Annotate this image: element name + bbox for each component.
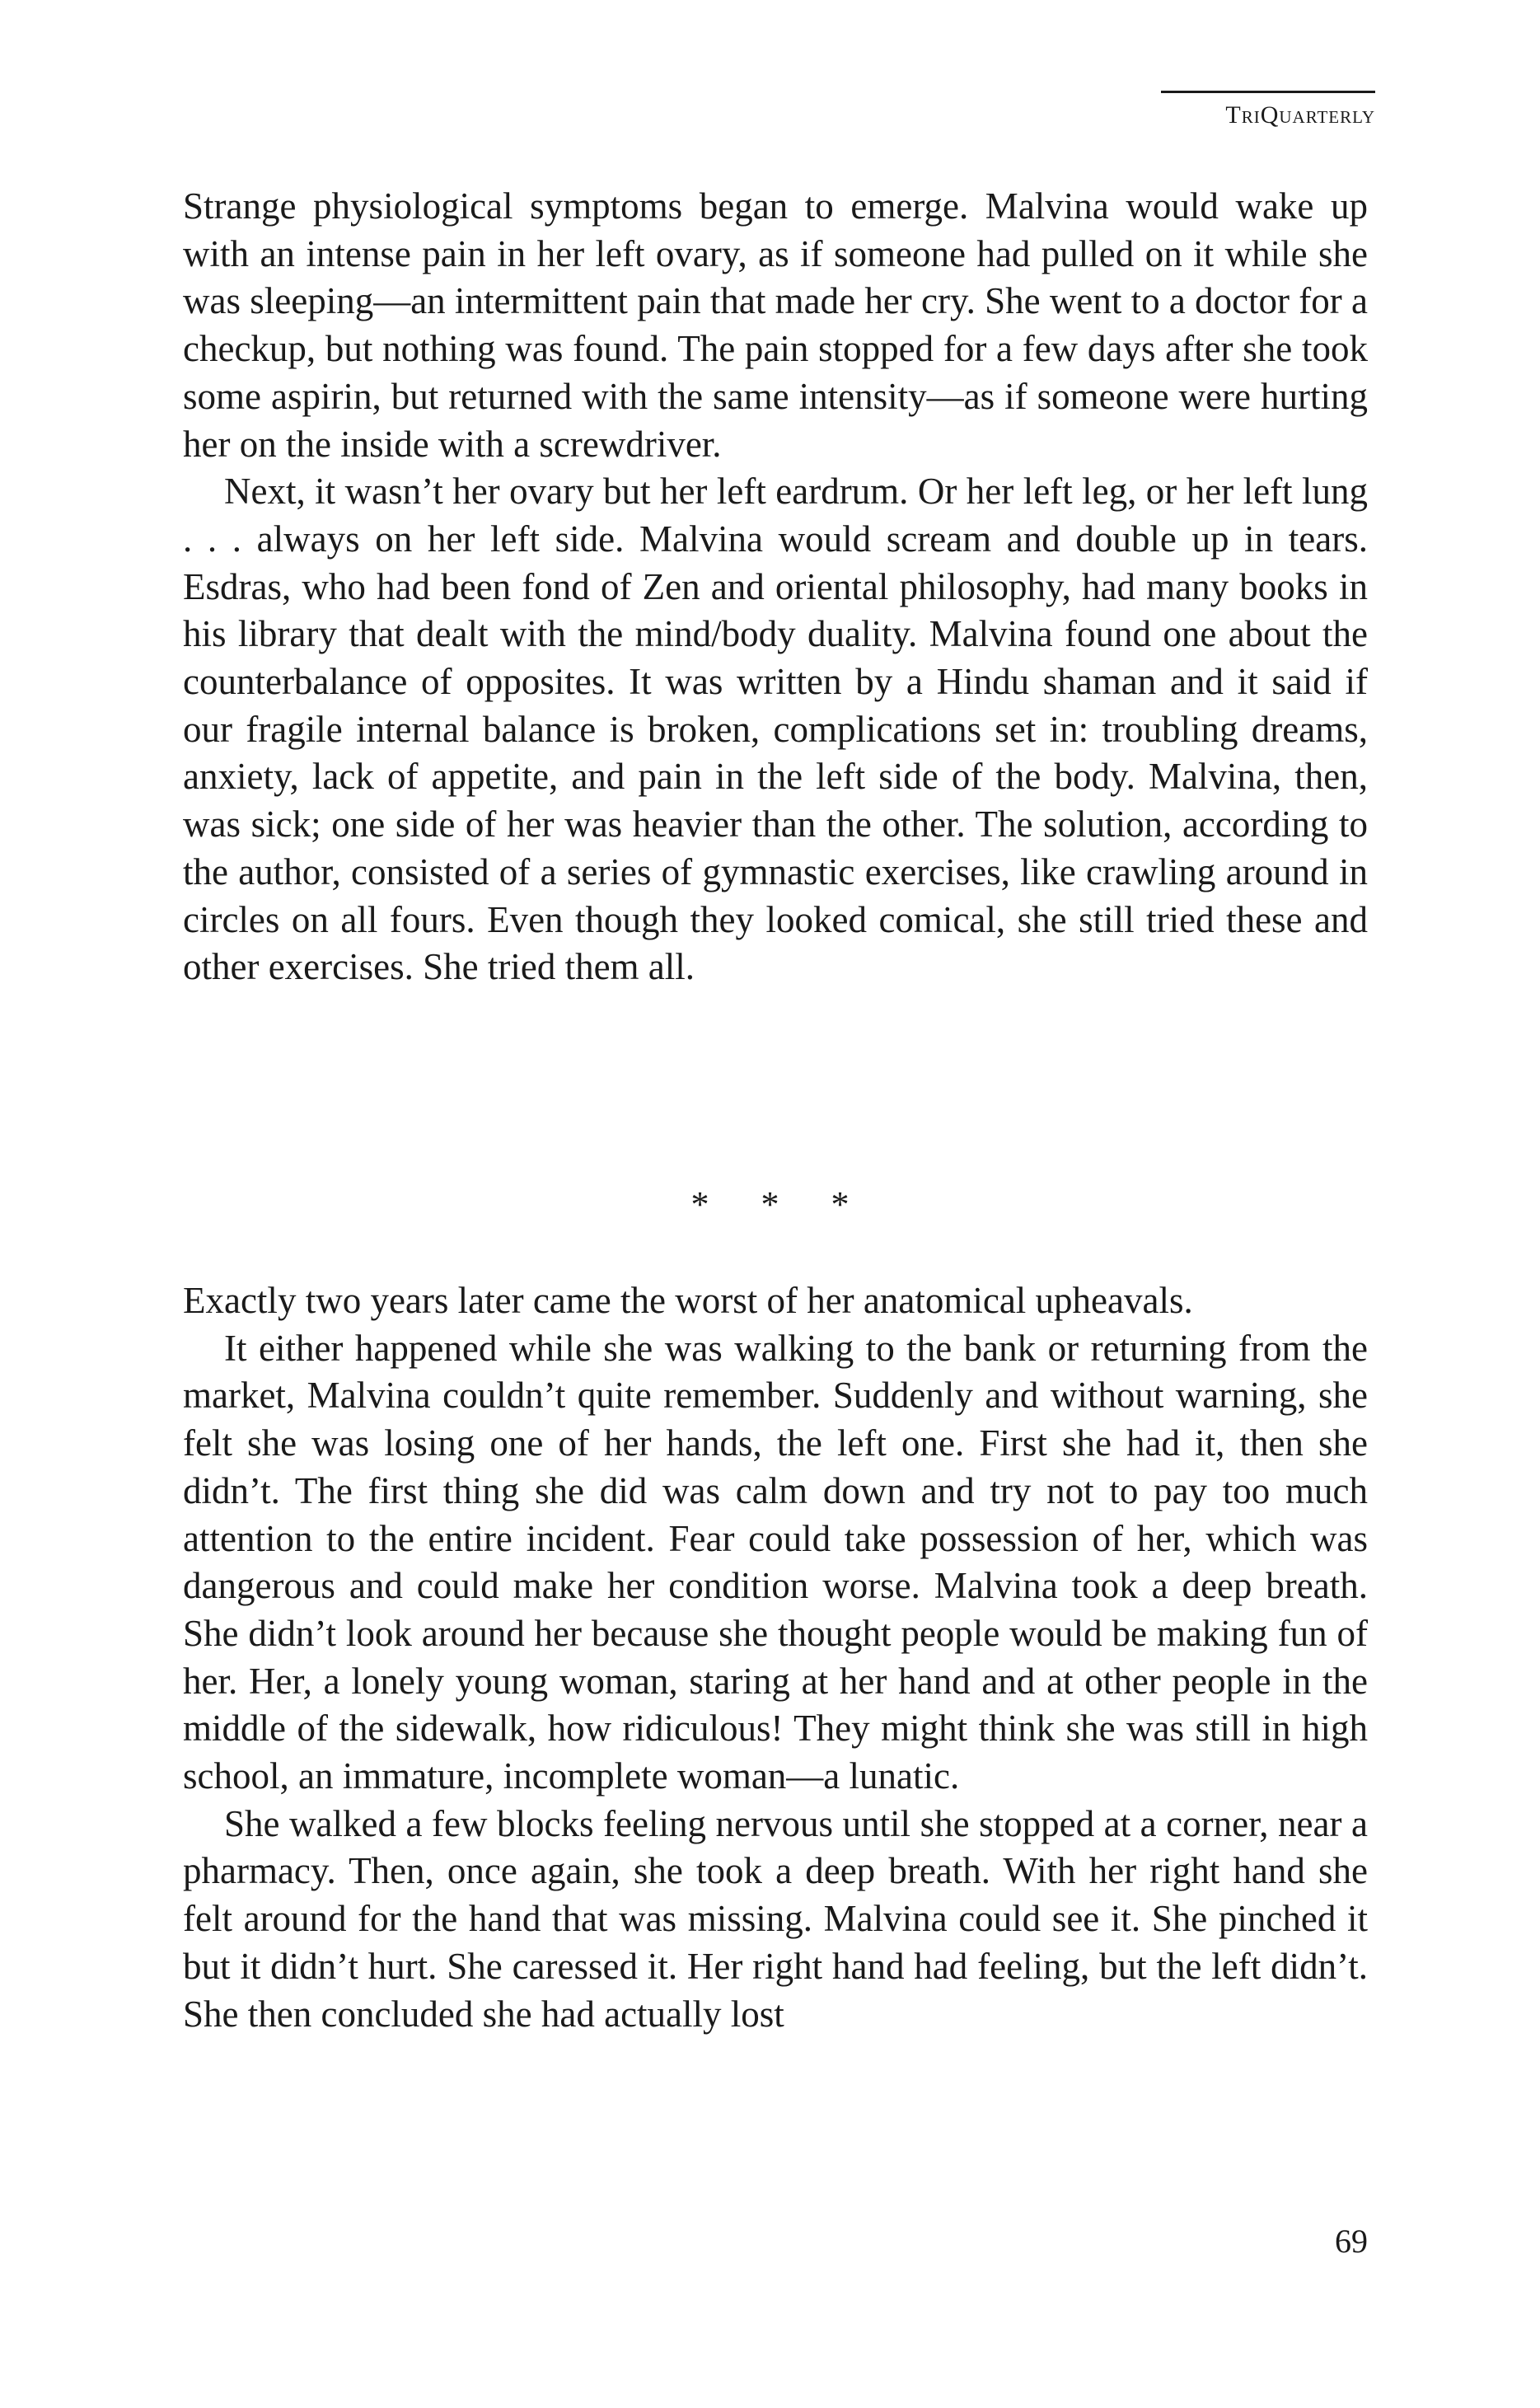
section-1-text (183, 183, 1368, 991)
page-number: 69 (1335, 2223, 1368, 2260)
running-head: TriQuarterly (1161, 91, 1375, 129)
paragraph: She walked a few blocks feeling nervous until she stopped at a corner, near a pharmacy. Then, once again, she took a deep breath. With her right hand she felt around for the hand that was missing. Malvina could see it. She pinched it but it didn’t hurt. She caressed it. Her right hand had feeling, but the left didn’t. She then concluded she had actually lost (183, 1802, 1368, 2035)
paragraph: Exactly two years later came the worst of her anatomical upheavals. (183, 1280, 1193, 1321)
paragraph: Strange physiological symptoms began to emerge. Malvina would wake up with an intense pain in her left ovary, as if someone had pulled on it while she was sleeping—an intermittent pain that made her cry. She went to a doctor for a checkup, but nothing was found. The pain stopped for a few days after she took some aspirin, but returned with the same intensity—as if someone were hurting her on the inside with a screwdriver. (183, 185, 1368, 465)
paragraph: It either happened while she was walking to the bank or returning from the market, Malvina couldn’t quite remember. Suddenly and without warning, she felt she was losing one of her hands, the left one. First she had it, then she didn’t. The first thing she did was calm down and try not to pay too much attention to the entire incident. Fear could take possession of her, which was dangerous and could make her condition worse. Malvina took a deep breath. She didn’t look around her because she thought people would be making fun of her. Her, a lonely young woman, staring at her hand and at other people in the middle of the sidewalk, how ridiculous! They might think she was still in high school, an immature, incomplete woman—a lunatic. (183, 1327, 1368, 1797)
section-break-asterisks: * * * (690, 1184, 871, 1225)
paragraph: Next, it wasn’t her ovary but her left eardrum. Or her left leg, or her left lung . . . always on her left side. Malvina would scream and double up in tears. Esdras, who had been fond of Zen and oriental philosophy, had many books in his library that dealt with the mind/body duality. Malvina found one about the counterbalance of opposites. It was written by a Hindu shaman and it said if our fragile internal balance is broken, complications set in: troubling dreams, anxiety, lack of appetite, and pain in the left side of the body. Malvina, then, was sick; one side of her was heavier than the other. The solution, according to the author, consisted of a series of gymnastic exercises, like crawling around in circles on all fours. Even though they looked comical, she still tried these and other exercises. She tried them all. (183, 471, 1368, 988)
section-2-text (183, 1277, 1368, 2038)
